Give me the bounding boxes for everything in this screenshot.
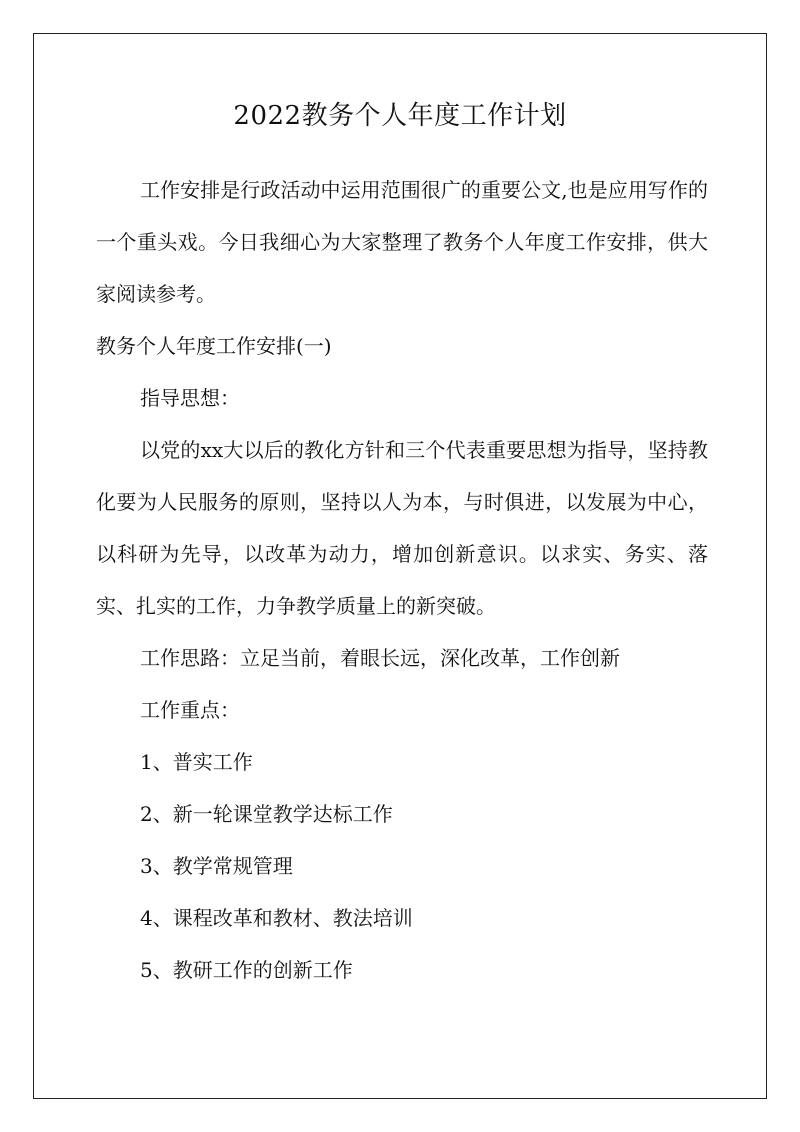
section-heading: 教务个人年度工作安排(一): [96, 334, 332, 358]
guiding-paragraph: 以党的xx大以后的教化方针和三个代表重要思想为指导，坚持教化要为人民服务的原则，坚持以人为本，与时俱进，以发展为中心，以科研为先导，以改革为动力，增加创新意识。以求实、务实、落实、扎实的工作，力争教学质量上的新突破。: [96, 438, 708, 618]
work-idea: 工作思路：立足当前，着眼长远，深化改革，工作创新: [140, 646, 620, 670]
document-body: [96, 164, 708, 996]
document-title: 2022教务个人年度工作计划: [233, 101, 567, 131]
focus-item: 5、教研工作的创新工作: [140, 958, 353, 982]
focus-item: 1、普实工作: [140, 750, 253, 774]
focus-item: 2、新一轮课堂教学达标工作: [140, 802, 393, 826]
focus-label: 工作重点：: [140, 698, 240, 722]
guiding-label: 指导思想：: [140, 386, 240, 410]
intro-paragraph: 工作安排是行政活动中运用范围很广的重要公文,也是应用写作的一个重头戏。今日我细心为大家整理了教务个人年度工作安排，供大家阅读参考。: [96, 178, 708, 306]
focus-item: 3、教学常规管理: [140, 854, 293, 878]
focus-item: 4、课程改革和教材、教法培训: [140, 906, 413, 930]
